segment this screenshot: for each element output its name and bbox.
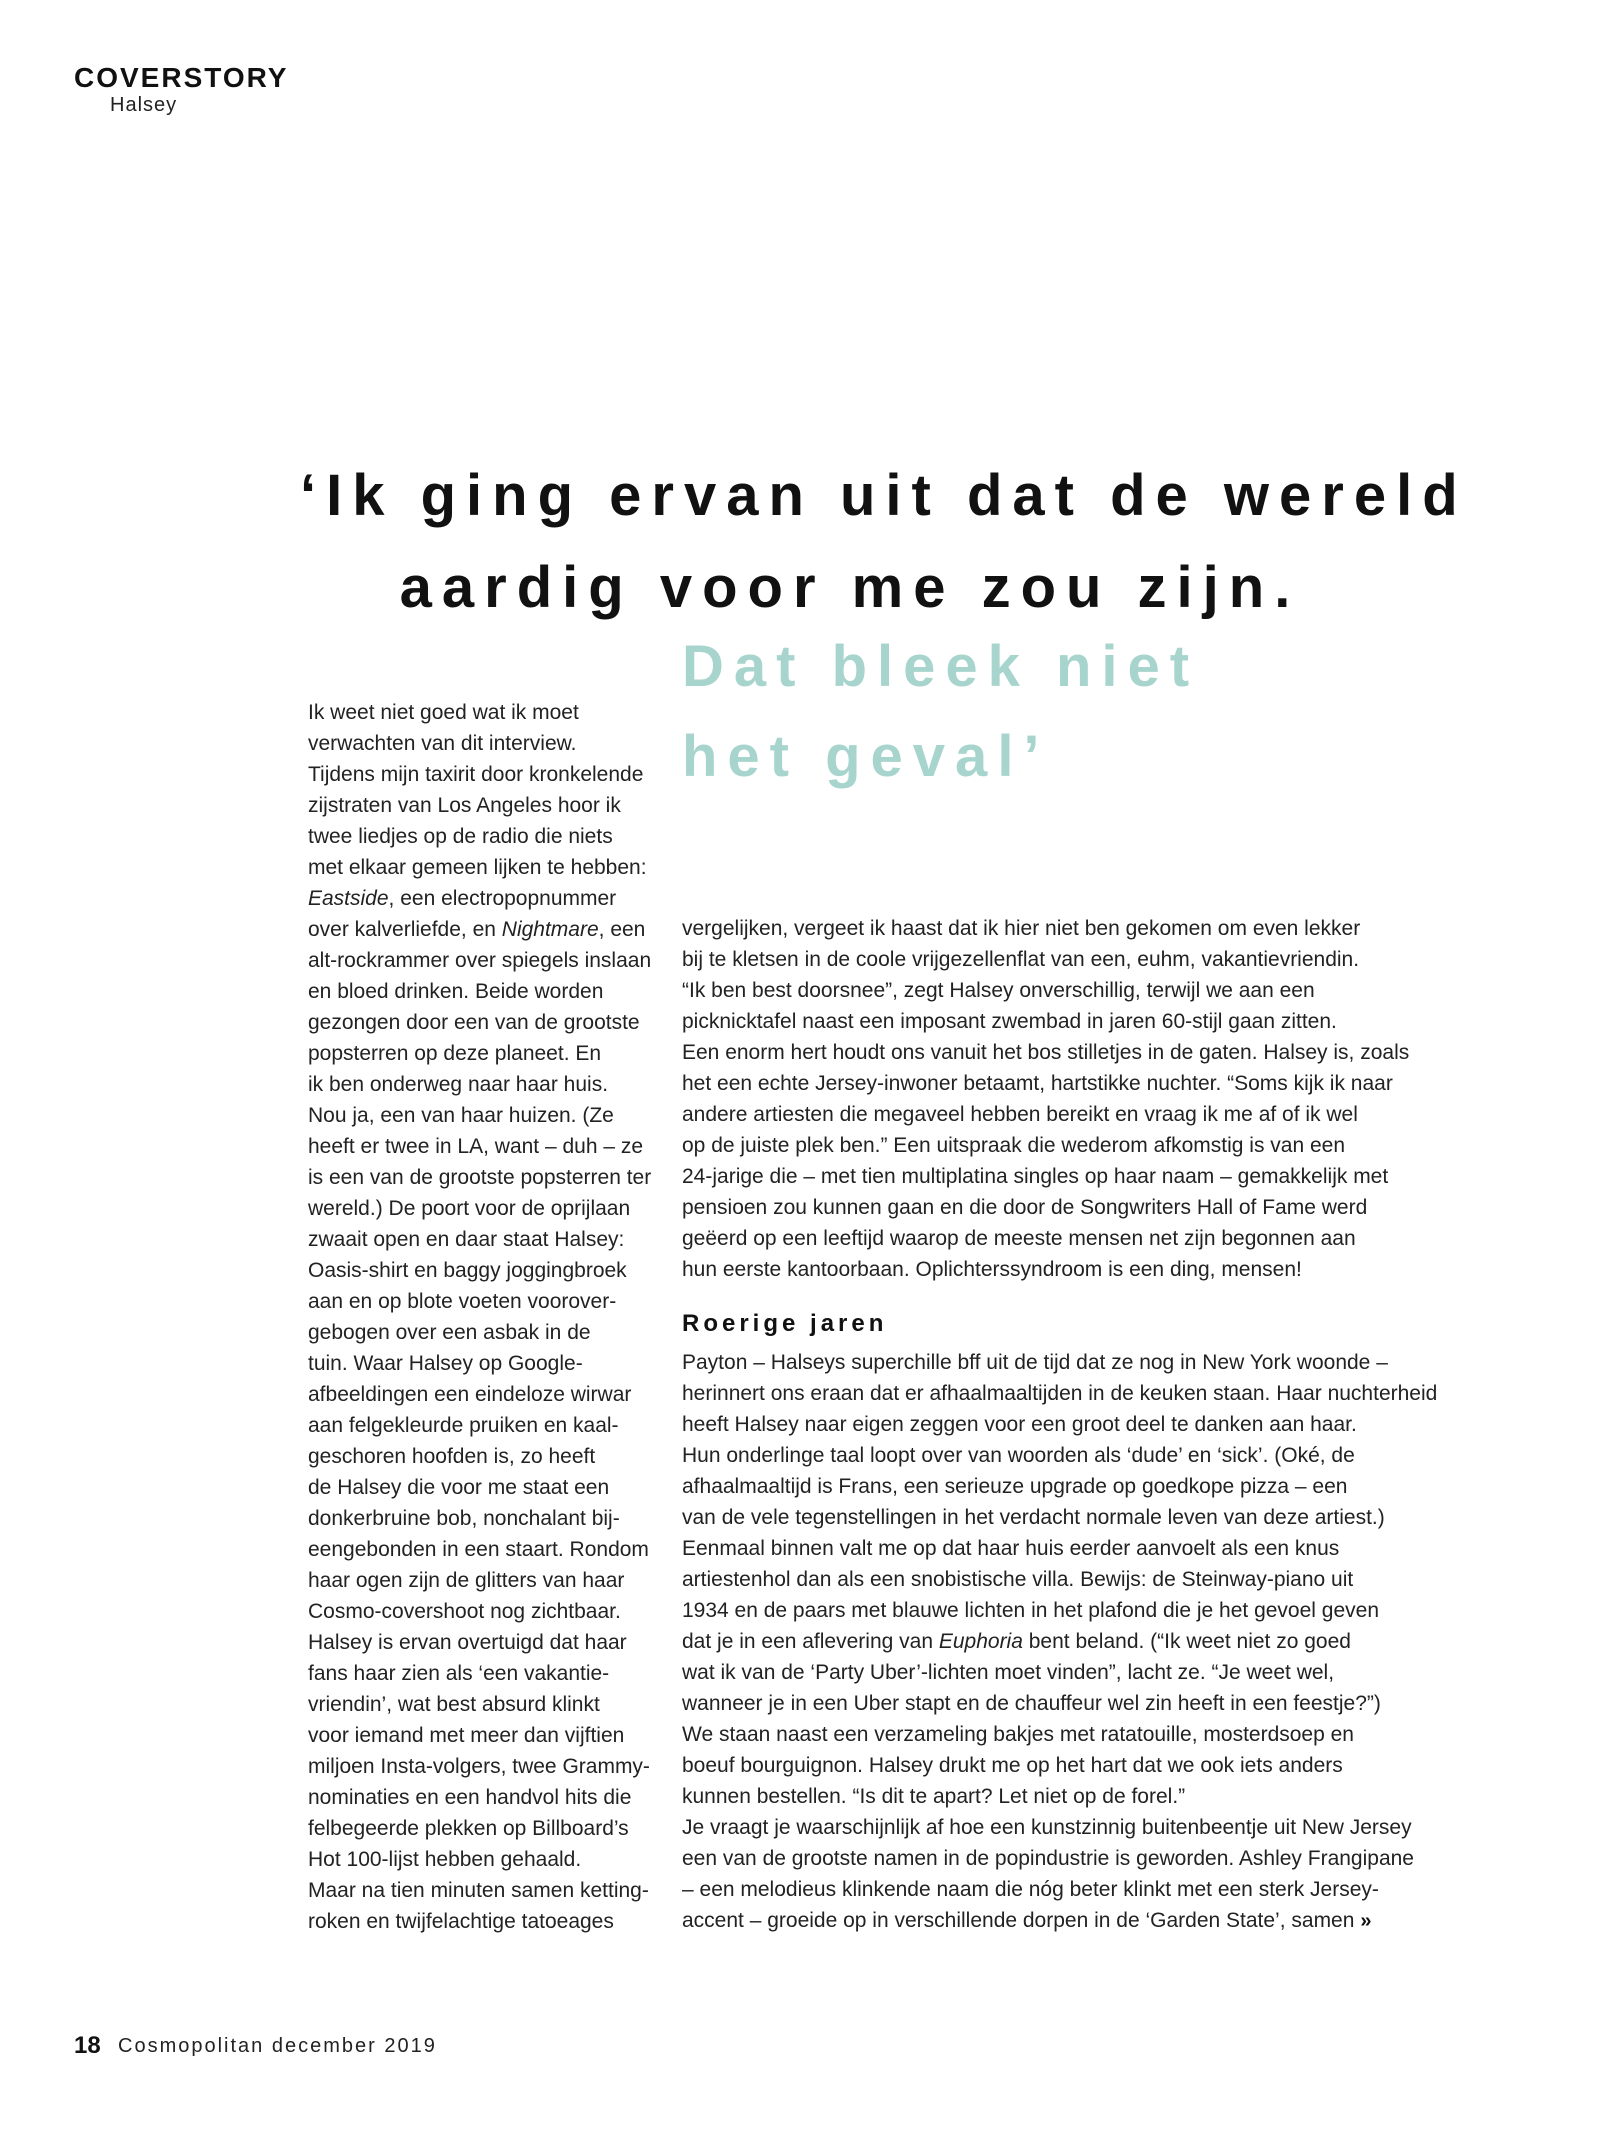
text-line: aan felgekleurde pruiken en kaal- [308, 1414, 619, 1437]
page-number: 18 [74, 2032, 101, 2059]
text-line: accent – groeide op in verschillende dorpen in de ‘Garden State’, samen [682, 1909, 1355, 1932]
section-label: COVERSTORY [74, 62, 289, 93]
text-line: op de juiste plek ben.” Een uitspraak die wederom afkomstig is van een [682, 1134, 1346, 1157]
text-line: kunnen bestellen. “Is dit te apart? Let niet op de forel.” [682, 1785, 1186, 1808]
text-line: Eastside, een electropopnummer [308, 887, 617, 910]
text-line: geschoren hoofden is, zo heeft [308, 1445, 596, 1468]
headline-line: aardig voor me zou zijn. [399, 555, 1301, 620]
text-line: afhaalmaaltijd is Frans, een serieuze upgrade op goedkope pizza – een [682, 1475, 1348, 1498]
text-line: picknicktafel naast een imposant zwembad in jaren 60-stijl gaan zitten. [682, 1010, 1337, 1033]
text-line: Een enorm hert houdt ons vanuit het bos stilletjes in de gaten. Halsey is, zoals [682, 1041, 1410, 1064]
text-line: 24-jarige die – met tien multiplatina singles op haar naam – gemakkelijk met [682, 1165, 1389, 1188]
text-line: wat ik van de ‘Party Uber’-lichten moet vinden”, lacht ze. “Je weet wel, [682, 1661, 1335, 1684]
text-line: hun eerste kantoorbaan. Oplichterssyndroom is een ding, mensen! [682, 1258, 1302, 1281]
text-line: haar ogen zijn de glitters van haar [308, 1569, 625, 1592]
text-line: met elkaar gemeen lijken te hebben: [308, 856, 647, 879]
text-line: Eenmaal binnen valt me op dat haar huis eerder aanvoelt als een knus [682, 1537, 1340, 1560]
text-line: vriendin’, wat best absurd klinkt [308, 1693, 600, 1716]
text-line: is een van de grootste popsterren ter [308, 1166, 652, 1189]
text-line: Hun onderlinge taal loopt over van woorden als ‘dude’ en ‘sick’. (Oké, de [682, 1444, 1355, 1467]
text-line: felbegeerde plekken op Billboard’s [308, 1817, 629, 1840]
accent-line: Dat bleek niet [682, 634, 1200, 699]
text-line: afbeeldingen een eindeloze wirwar [308, 1383, 632, 1406]
text-line: zijstraten van Los Angeles hoor ik [308, 794, 621, 817]
accent-line: het geval’ [682, 724, 1050, 789]
text-line: boeuf bourguignon. Halsey drukt me op het hart dat we ook iets anders [682, 1754, 1343, 1777]
text-line: Hot 100-lijst hebben gehaald. [308, 1848, 582, 1871]
text-line: – een melodieus klinkende naam die nóg beter klinkt met een sterk Jersey- [682, 1878, 1379, 1901]
text-line: wanneer je in een Uber stapt en de chauffeur wel zin heeft in een feestje?”) [682, 1692, 1381, 1715]
text-line: miljoen Insta-volgers, twee Grammy- [308, 1755, 650, 1778]
text-line: pensioen zou kunnen gaan en die door de Songwriters Hall of Fame werd [682, 1196, 1368, 1219]
text-line: gebogen over een asbak in de [308, 1321, 591, 1344]
text-line: en bloed drinken. Beide worden [308, 980, 604, 1003]
text-line: over kalverliefde, en Nightmare, een [308, 918, 646, 941]
article-column-left [308, 697, 652, 1937]
text-line: bij te kletsen in de coole vrijgezellenflat van een, euhm, vakantievriendin. [682, 948, 1360, 971]
text-line: de Halsey die voor me staat een [308, 1476, 610, 1499]
text-line: verwachten van dit interview. [308, 732, 577, 755]
text-line: Halsey is ervan overtuigd dat haar [308, 1631, 627, 1654]
text-line: artiestenhol dan als een snobistische villa. Bewijs: de Steinway-piano uit [682, 1568, 1354, 1591]
text-line: Nou ja, een van haar huizen. (Ze [308, 1104, 614, 1127]
text-line: een van de grootste namen in de popindustrie is geworden. Ashley Frangipane [682, 1847, 1414, 1870]
text-line: vergelijken, vergeet ik haast dat ik hier niet ben gekomen om even lekker [682, 917, 1361, 940]
text-line: gezongen door een van de grootste [308, 1011, 640, 1034]
text-line: ik ben onderweg naar haar huis. [308, 1073, 609, 1096]
text-line: donkerbruine bob, nonchalant bij- [308, 1507, 620, 1530]
pull-quote-headline [300, 450, 1468, 634]
section-subtitle: Halsey [110, 94, 178, 116]
text-line: Cosmo-covershoot nog zichtbaar. [308, 1600, 621, 1623]
text-line-with-continue [682, 1905, 1402, 1937]
text-line: Je vraagt je waarschijnlijk af hoe een kunstzinnig buitenbeentje uit New Jersey [682, 1816, 1412, 1839]
headline-line: ‘Ik ging ervan uit dat de wereld [300, 463, 1468, 528]
text-line: dat je in een aflevering van Euphoria bent beland. (“Ik weet niet zo goed [682, 1630, 1351, 1653]
text-line: nominaties en een handvol hits die [308, 1786, 632, 1809]
text-line: voor iemand met meer dan vijftien [308, 1724, 625, 1747]
publication-footer: Cosmopolitan december 2019 [118, 2035, 437, 2057]
text-line: andere artiesten die megaveel hebben bereikt en vraag ik me af of ik wel [682, 1103, 1358, 1126]
text-line: Tijdens mijn taxirit door kronkelende [308, 763, 644, 786]
text-line: van de vele tegenstellingen in het verdacht normale leven van deze artiest.) [682, 1506, 1385, 1529]
article-column-right-bottom [682, 1347, 1438, 1937]
text-line: aan en op blote voeten voorover- [308, 1290, 617, 1313]
continue-arrows-icon: » [1360, 1910, 1372, 1932]
text-line: eengebonden in een staart. Rondom [308, 1538, 649, 1561]
text-line: Maar na tien minuten samen ketting- [308, 1879, 649, 1902]
text-line: heeft er twee in LA, want – duh – ze [308, 1135, 644, 1158]
text-line: We staan naast een verzameling bakjes met ratatouille, mosterdsoep en [682, 1723, 1354, 1746]
section-subheading: Roerige jaren [682, 1310, 888, 1337]
text-line: het een echte Jersey-inwoner betaamt, hartstikke nuchter. “Soms kijk ik naar [682, 1072, 1393, 1095]
text-line: Oasis-shirt en baggy joggingbroek [308, 1259, 627, 1282]
text-line: fans haar zien als ‘een vakantie- [308, 1662, 610, 1685]
article-column-right-top [682, 913, 1410, 1285]
text-line: Payton – Halseys superchille bff uit de tijd dat ze nog in New York woonde – [682, 1351, 1388, 1374]
text-line: Ik weet niet goed wat ik moet [308, 701, 579, 724]
text-line: geëerd op een leeftijd waarop de meeste mensen net zijn begonnen aan [682, 1227, 1356, 1250]
text-line: alt-rockrammer over spiegels inslaan [308, 949, 652, 972]
text-line: roken en twijfelachtige tatoeages [308, 1910, 614, 1933]
text-line: tuin. Waar Halsey op Google- [308, 1352, 583, 1375]
text-line: heeft Halsey naar eigen zeggen voor een groot deel te danken aan haar. [682, 1413, 1357, 1436]
text-line: twee liedjes op de radio die niets [308, 825, 613, 848]
text-line: herinnert ons eraan dat er afhaalmaaltijden in de keuken staan. Haar nuchterheid [682, 1382, 1438, 1405]
text-line: wereld.) De poort voor de oprijlaan [308, 1197, 631, 1220]
text-line: “Ik ben best doorsnee”, zegt Halsey onverschillig, terwijl we aan een [682, 979, 1315, 1002]
text-line: 1934 en de paars met blauwe lichten in het plafond die je het gevoel geven [682, 1599, 1379, 1622]
text-line: popsterren op deze planeet. En [308, 1042, 602, 1065]
text-line: zwaait open en daar staat Halsey: [308, 1228, 625, 1251]
pull-quote-accent [682, 622, 1242, 802]
